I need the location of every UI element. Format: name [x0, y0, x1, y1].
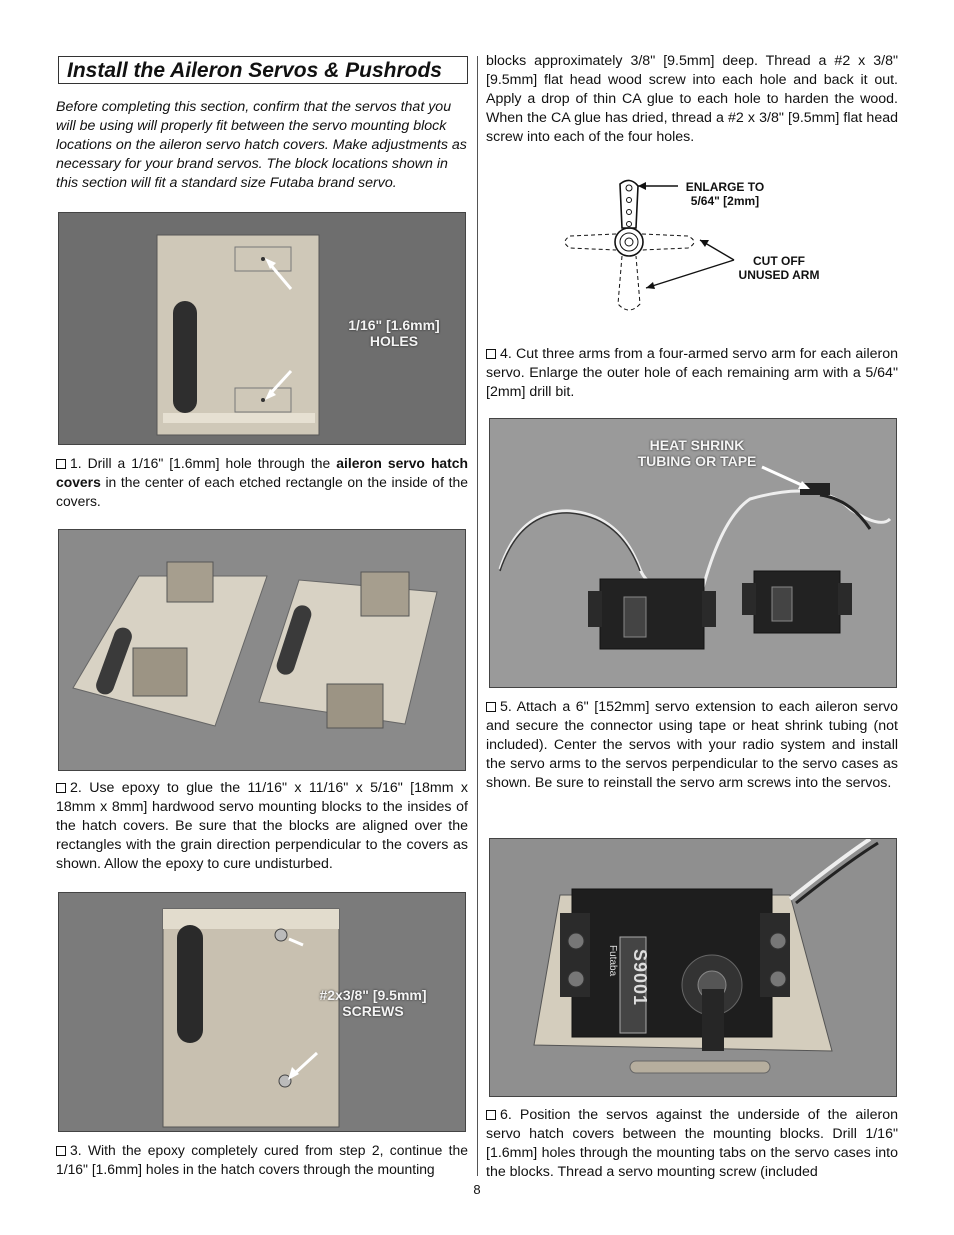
step-3-continued: blocks approximately 3/8" [9.5mm] deep. Thread a #2 x 3/8" [9.5mm] flat head wood screw into each hole and back it out. Apply a drop of thin CA glue to each hole to harden the wood. When the CA glue has dried, thread a #2 x 3/8" [9.5mm] flat head screw into each of the four holes. — [486, 53, 898, 145]
step-2-text — [56, 779, 468, 874]
step-2-checkbox[interactable] — [56, 783, 66, 793]
step-2-body: 2. Use epoxy to glue the 11/16" x 11/16" x 5/16" [18mm x 18mm x 8mm] hardwood servo mounting blocks to the insides of the hatch covers. Be sure that the blocks are aligned over the rectangles with the grain direction perpendicular to the covers as shown. Allow the epoxy to cure undisturbed. — [56, 780, 468, 872]
step-3-body: 3. With the epoxy completely cured from step 2, continue the 1/16" [1.6mm] holes in the hatch covers through the mounting — [56, 1142, 468, 1177]
step-3-checkbox[interactable] — [56, 1146, 66, 1156]
photo-servos-extension — [489, 418, 897, 688]
step-1-text — [56, 454, 468, 511]
step-1-text-post: in the center of each etched rectangle on the inside of the covers. — [56, 474, 468, 509]
servo-mounted-illustration — [490, 839, 896, 1096]
photo-hatch-cover-holes — [58, 212, 466, 445]
step-6-text — [486, 1106, 898, 1182]
step-1-checkbox[interactable] — [56, 459, 66, 469]
step-4-text — [486, 345, 898, 402]
photo-heat-shrink-label: HEAT SHRINK TUBING OR TAPE — [637, 437, 757, 469]
step-4-checkbox[interactable] — [486, 349, 496, 359]
column-divider — [477, 56, 478, 1176]
left-column — [56, 56, 468, 193]
servo-arm-diagram — [556, 176, 846, 316]
photo-screws — [58, 892, 466, 1132]
step-1-text-bold: aileron servo hatch covers — [56, 455, 468, 490]
mounting-blocks-illustration — [59, 530, 465, 770]
step-1-text-pre: 1. Drill a 1/16" [1.6mm] hole through the — [70, 455, 337, 471]
step-5-checkbox[interactable] — [486, 702, 496, 712]
photo-servo-mounted — [489, 838, 897, 1097]
servo-model-label: S9001 — [630, 949, 650, 1007]
page-number: 8 — [473, 1182, 481, 1197]
servo-brand-label: Futaba — [607, 945, 618, 977]
step-6-checkbox[interactable] — [486, 1110, 496, 1120]
label-enlarge: ENLARGE TO 5/64" [2mm] — [685, 180, 765, 208]
step-6-body: 6. Position the servos against the underside of the aileron servo hatch covers between the mounting blocks. Drill 1/16" [1.6mm] holes through the mounting tabs on the servo cases into the blocks. Thread a servo mounting screw (included — [486, 1107, 898, 1180]
intro-paragraph: Before completing this section, confirm that the servos that you will be using will properly fit between the servo mounting block locations on the aileron servo hatch covers. Make adjustments as necessary for your brand servos. The block locations shown in this section will fit a standard size Futaba brand servo. — [56, 99, 467, 191]
section-title: Install the Aileron Servos & Pushrods — [67, 59, 442, 82]
step-5-body: 5. Attach a 6" [152mm] servo extension to each aileron servo and secure the connector using tape or heat shrink tubing (not included). Center the servos with your radio system and install the servo arms to the servos perpendicular to the servo cases as shown. Be sure to reinstall the servo arm screws into the servos. — [486, 699, 898, 791]
label-cut-off: CUT OFF UNUSED ARM — [738, 254, 820, 282]
step-4-body: 4. Cut three arms from a four-armed servo arm for each aileron servo. Enlarge the outer hole of each remaining arm with a 5/64" [2mm] drill bit. — [486, 346, 898, 400]
step-3-text — [56, 1141, 468, 1179]
photo-mounting-blocks — [58, 529, 466, 771]
step-5-text — [486, 698, 898, 793]
section-title-box — [58, 56, 468, 84]
photo-screws-label: #2x3/8" [9.5mm] SCREWS — [319, 987, 427, 1019]
photo-holes-label: 1/16" [1.6mm] HOLES — [348, 317, 440, 349]
